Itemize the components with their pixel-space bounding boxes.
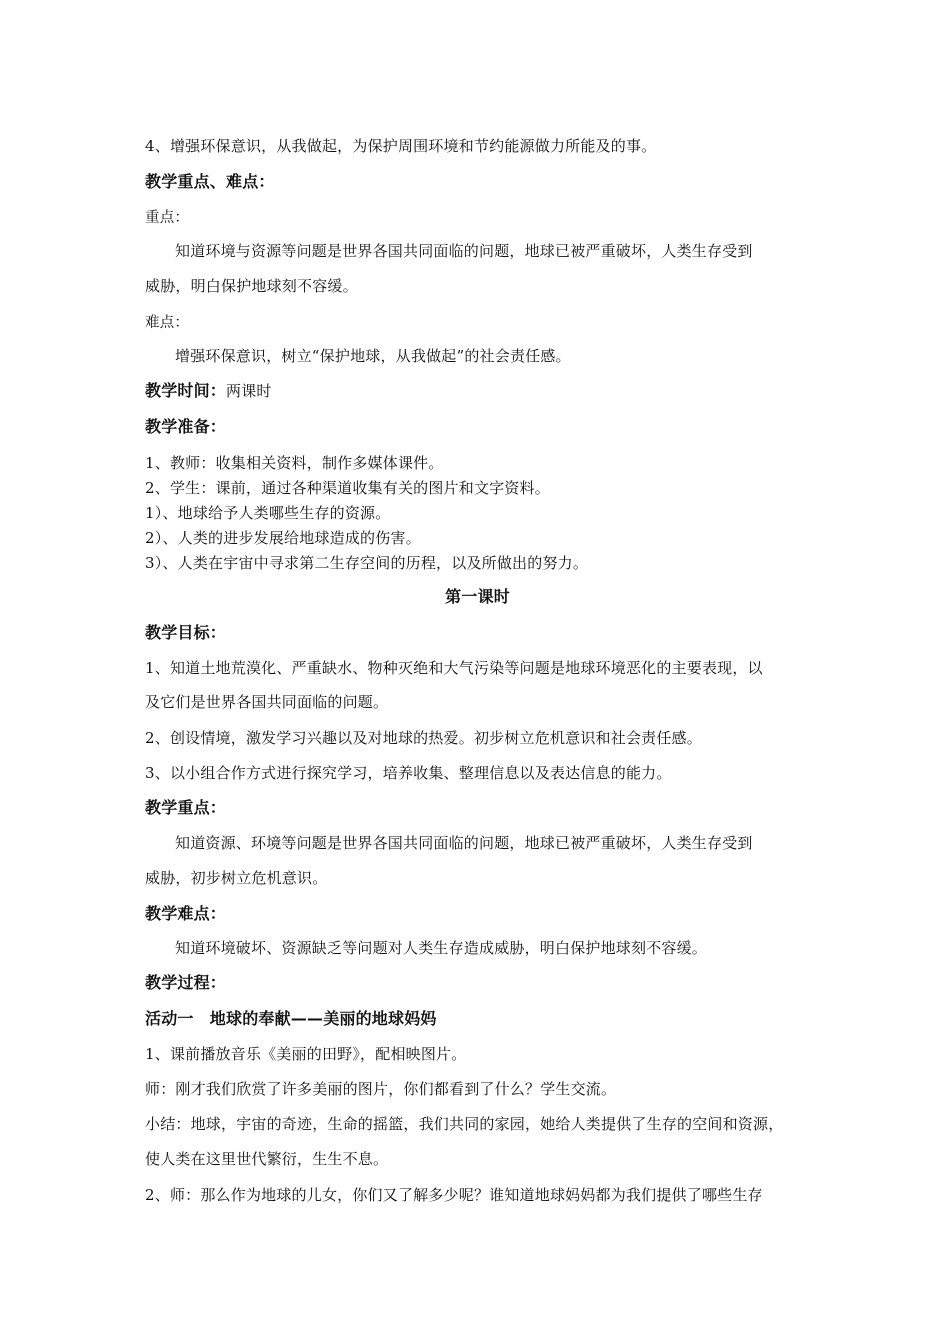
preparation-item: 2）、人类的进步发展给地球造成的伤害。 xyxy=(145,529,421,547)
preparation-item: 2、学生：课前，通过各种渠道收集有关的图片和文字资料。 xyxy=(145,479,550,497)
focus-text-line-1: 知道环境与资源等问题是世界各国共同面临的问题，地球已被严重破坏，人类生存受到 xyxy=(175,242,753,260)
teaching-time xyxy=(145,381,810,401)
difficulty-label: 难点： xyxy=(145,315,190,331)
teaching-time-value: 两课时 xyxy=(226,382,272,400)
lesson-focus-heading: 教学重点： xyxy=(145,798,227,817)
lesson-difficulty-text: 知道环境破坏、资源缺乏等问题对人类生存造成威胁，明白保护地球刻不容缓。 xyxy=(175,939,708,957)
step-1: 1、课前播放音乐《美丽的田野》，配相映图片。 xyxy=(145,1045,467,1063)
goal-1-line-2: 及它们是世界各国共同面临的问题。 xyxy=(145,693,389,711)
lesson-difficulty-heading: 教学难点： xyxy=(145,904,227,923)
difficulty-text: 增强环保意识，树立“保护地球，从我做起”的社会责任感。 xyxy=(175,347,571,365)
summary-line-2: 使人类在这里世代繁衍，生生不息。 xyxy=(145,1150,389,1168)
goals-heading: 教学目标： xyxy=(145,623,227,642)
preparation-item: 1）、地球给予人类哪些生存的资源。 xyxy=(145,504,391,522)
activity-1-title: 活动一 地球的奉献——美丽的地球妈妈 xyxy=(145,1009,437,1028)
preparation-item: 3）、人类在宇宙中寻求第二生存空间的历程，以及所做出的努力。 xyxy=(145,554,589,572)
focus-text-line-2: 威胁，明白保护地球刻不容缓。 xyxy=(145,277,358,295)
objective-item-4: 4、增强环保意识，从我做起，为保护周围环境和节约能源做力所能及的事。 xyxy=(145,137,657,155)
lesson-focus-line-1: 知道资源、环境等问题是世界各国共同面临的问题，地球已被严重破坏，人类生存受到 xyxy=(175,834,753,852)
goal-2: 2、创设情境，激发学习兴趣以及对地球的热爱。初步树立危机意识和社会责任感。 xyxy=(145,729,702,747)
goal-3: 3、以小组合作方式进行探究学习，培养收集、整理信息以及表达信息的能力。 xyxy=(145,764,672,782)
key-points-heading: 教学重点、难点： xyxy=(145,172,275,191)
teacher-question-1: 师：刚才我们欣赏了许多美丽的图片，你们都看到了什么？学生交流。 xyxy=(145,1080,617,1098)
preparation-heading: 教学准备： xyxy=(145,417,227,436)
preparation-item: 1、教师：收集相关资料，制作多媒体课件。 xyxy=(145,454,444,472)
lesson-one-title: 第一课时 xyxy=(445,587,510,606)
lesson-focus-line-2: 威胁，初步树立危机意识。 xyxy=(145,869,328,887)
process-heading: 教学过程： xyxy=(145,973,227,992)
step-2: 2、师：那么作为地球的儿女，你们又了解多少呢？谁知道地球妈妈都为我们提供了哪些生存 xyxy=(145,1186,763,1204)
goal-1-line-1: 1、知道土地荒漠化、严重缺水、物种灭绝和大气污染等问题是地球环境恶化的主要表现，以 xyxy=(145,659,763,677)
summary-line-1: 小结：地球，宇宙的奇迹，生命的摇篮，我们共同的家园，她给人类提供了生存的空间和资源， xyxy=(145,1115,784,1133)
teaching-time-heading: 教学时间： xyxy=(145,381,227,400)
focus-label: 重点： xyxy=(145,210,190,226)
